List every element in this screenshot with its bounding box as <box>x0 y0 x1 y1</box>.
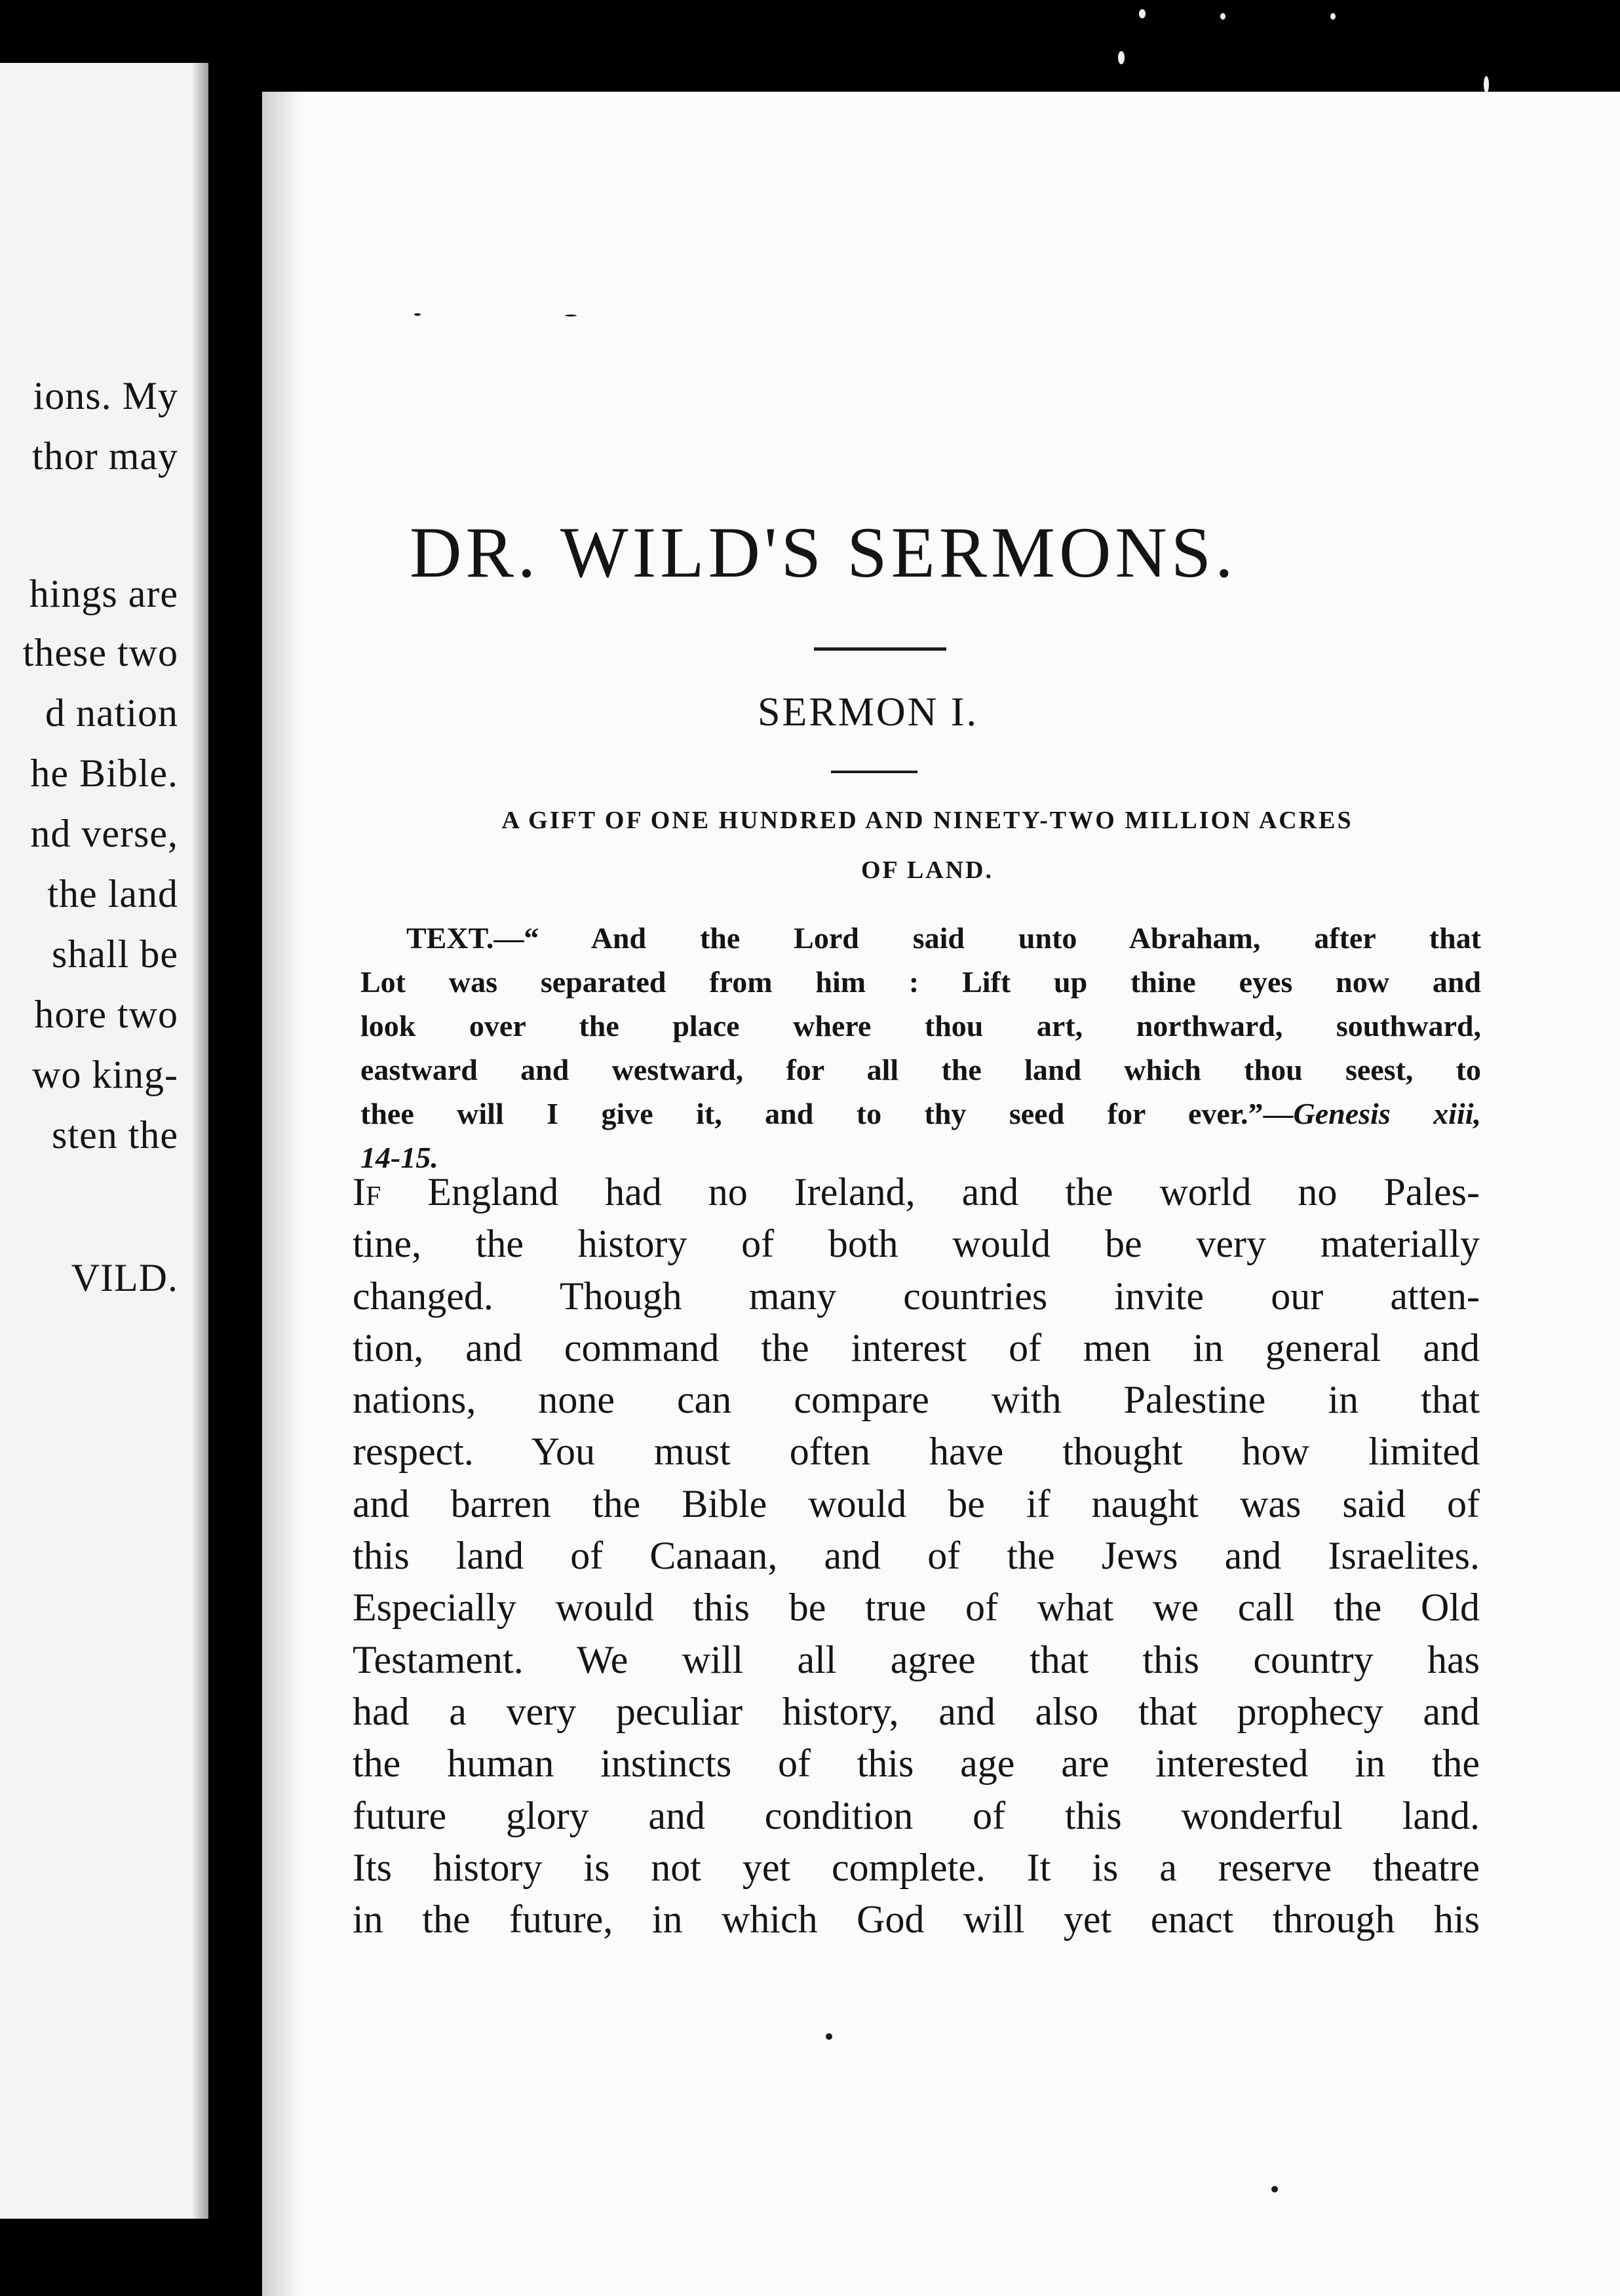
book-title: DR. WILD'S SERMONS. <box>410 512 1237 592</box>
body-line: Especially would this be true of what we call the Old <box>353 1586 1480 1630</box>
sermon-title-line: A GIFT OF ONE HUNDRED AND NINETY-TWO MILLION ACRES <box>501 807 1353 834</box>
left-page-line: d nation <box>45 691 178 735</box>
left-page-line: he Bible. <box>30 752 178 795</box>
body-line: Testament. We will all agree that this country has <box>353 1637 1480 1681</box>
body-line: nations, none can compare with Palestine in that <box>353 1378 1480 1422</box>
speck <box>1118 51 1125 64</box>
body-line: this land of Canaan, and of the Jews and Israelites. <box>353 1534 1480 1578</box>
body-line: tine, the history of both would be very materially <box>353 1222 1480 1266</box>
scripture-line: TEXT.—“ And the Lord said unto Abraham, after that <box>406 921 1481 955</box>
scripture-line-with-citation <box>360 1092 1481 1136</box>
sermon-number: SERMON I. <box>758 690 979 735</box>
left-page-line: wo king- <box>32 1053 178 1096</box>
speck <box>565 315 577 316</box>
speck <box>1271 2186 1278 2192</box>
title-rule <box>814 647 946 651</box>
body-line: future glory and condition of this wonderful land. <box>353 1793 1480 1837</box>
sermon-title <box>374 795 1481 895</box>
left-page-line: hore two <box>34 993 178 1036</box>
left-page-line: the land <box>47 872 178 915</box>
speck <box>1330 13 1336 20</box>
body-line: tion, and command the interest of men in general and <box>353 1326 1480 1369</box>
speck <box>1484 76 1489 93</box>
scripture-text <box>360 916 1481 1179</box>
left-page-line: shall be <box>52 932 178 976</box>
left-facing-page <box>0 63 208 2219</box>
speck <box>826 2033 832 2040</box>
left-page-line: these two <box>22 631 178 674</box>
left-page-line: sten the <box>52 1113 178 1157</box>
left-page-line: nd verse, <box>30 812 178 855</box>
scripture-citation: Genesis xiii, <box>1293 1097 1481 1130</box>
body-line: changed. Though many countries invite our atten- <box>353 1274 1480 1318</box>
gutter-shade <box>262 92 301 2296</box>
left-page-line: VILD. <box>71 1256 178 1299</box>
body-first-word: If <box>353 1170 381 1214</box>
sermon-title-line: OF LAND. <box>860 856 994 884</box>
body-line: Its history is not yet complete. It is a reserve theatre <box>353 1845 1480 1889</box>
scripture-line: look over the place where thou art, northward, southward, <box>360 1009 1481 1043</box>
sermon-rule <box>831 771 917 773</box>
left-page-line: thor may <box>32 434 178 478</box>
speck <box>1220 13 1225 20</box>
scripture-citation-verses: 14-15. <box>360 1141 438 1174</box>
scripture-line: Lot was separated from him : Lift up thine eyes now and <box>360 965 1481 999</box>
speck <box>1139 9 1146 18</box>
scripture-line: eastward and westward, for all the land which thou seest, to <box>360 1053 1481 1086</box>
body-line: in the future, in which God will yet enact through his <box>353 1898 1480 1942</box>
left-page-line: ions. My <box>33 374 178 417</box>
body-line: had a very peculiar history, and also that prophecy and <box>353 1689 1480 1733</box>
gutter-shadow <box>191 63 208 2219</box>
speck <box>414 313 421 316</box>
book-page <box>262 92 1620 2296</box>
body-line: respect. You must often have thought how limited <box>353 1430 1480 1474</box>
body-line-text: England had no Ireland, and the world no Pales- <box>381 1170 1480 1214</box>
sermon-body <box>353 1166 1480 1945</box>
body-line <box>353 1166 1480 1218</box>
body-line: and barren the Bible would be if naught was said of <box>353 1482 1480 1525</box>
left-page-line: hings are <box>29 572 178 615</box>
scripture-line: thee will I give it, and to thy seed for ever.”— <box>360 1097 1294 1130</box>
body-line: the human instincts of this age are interested in the <box>353 1742 1480 1786</box>
